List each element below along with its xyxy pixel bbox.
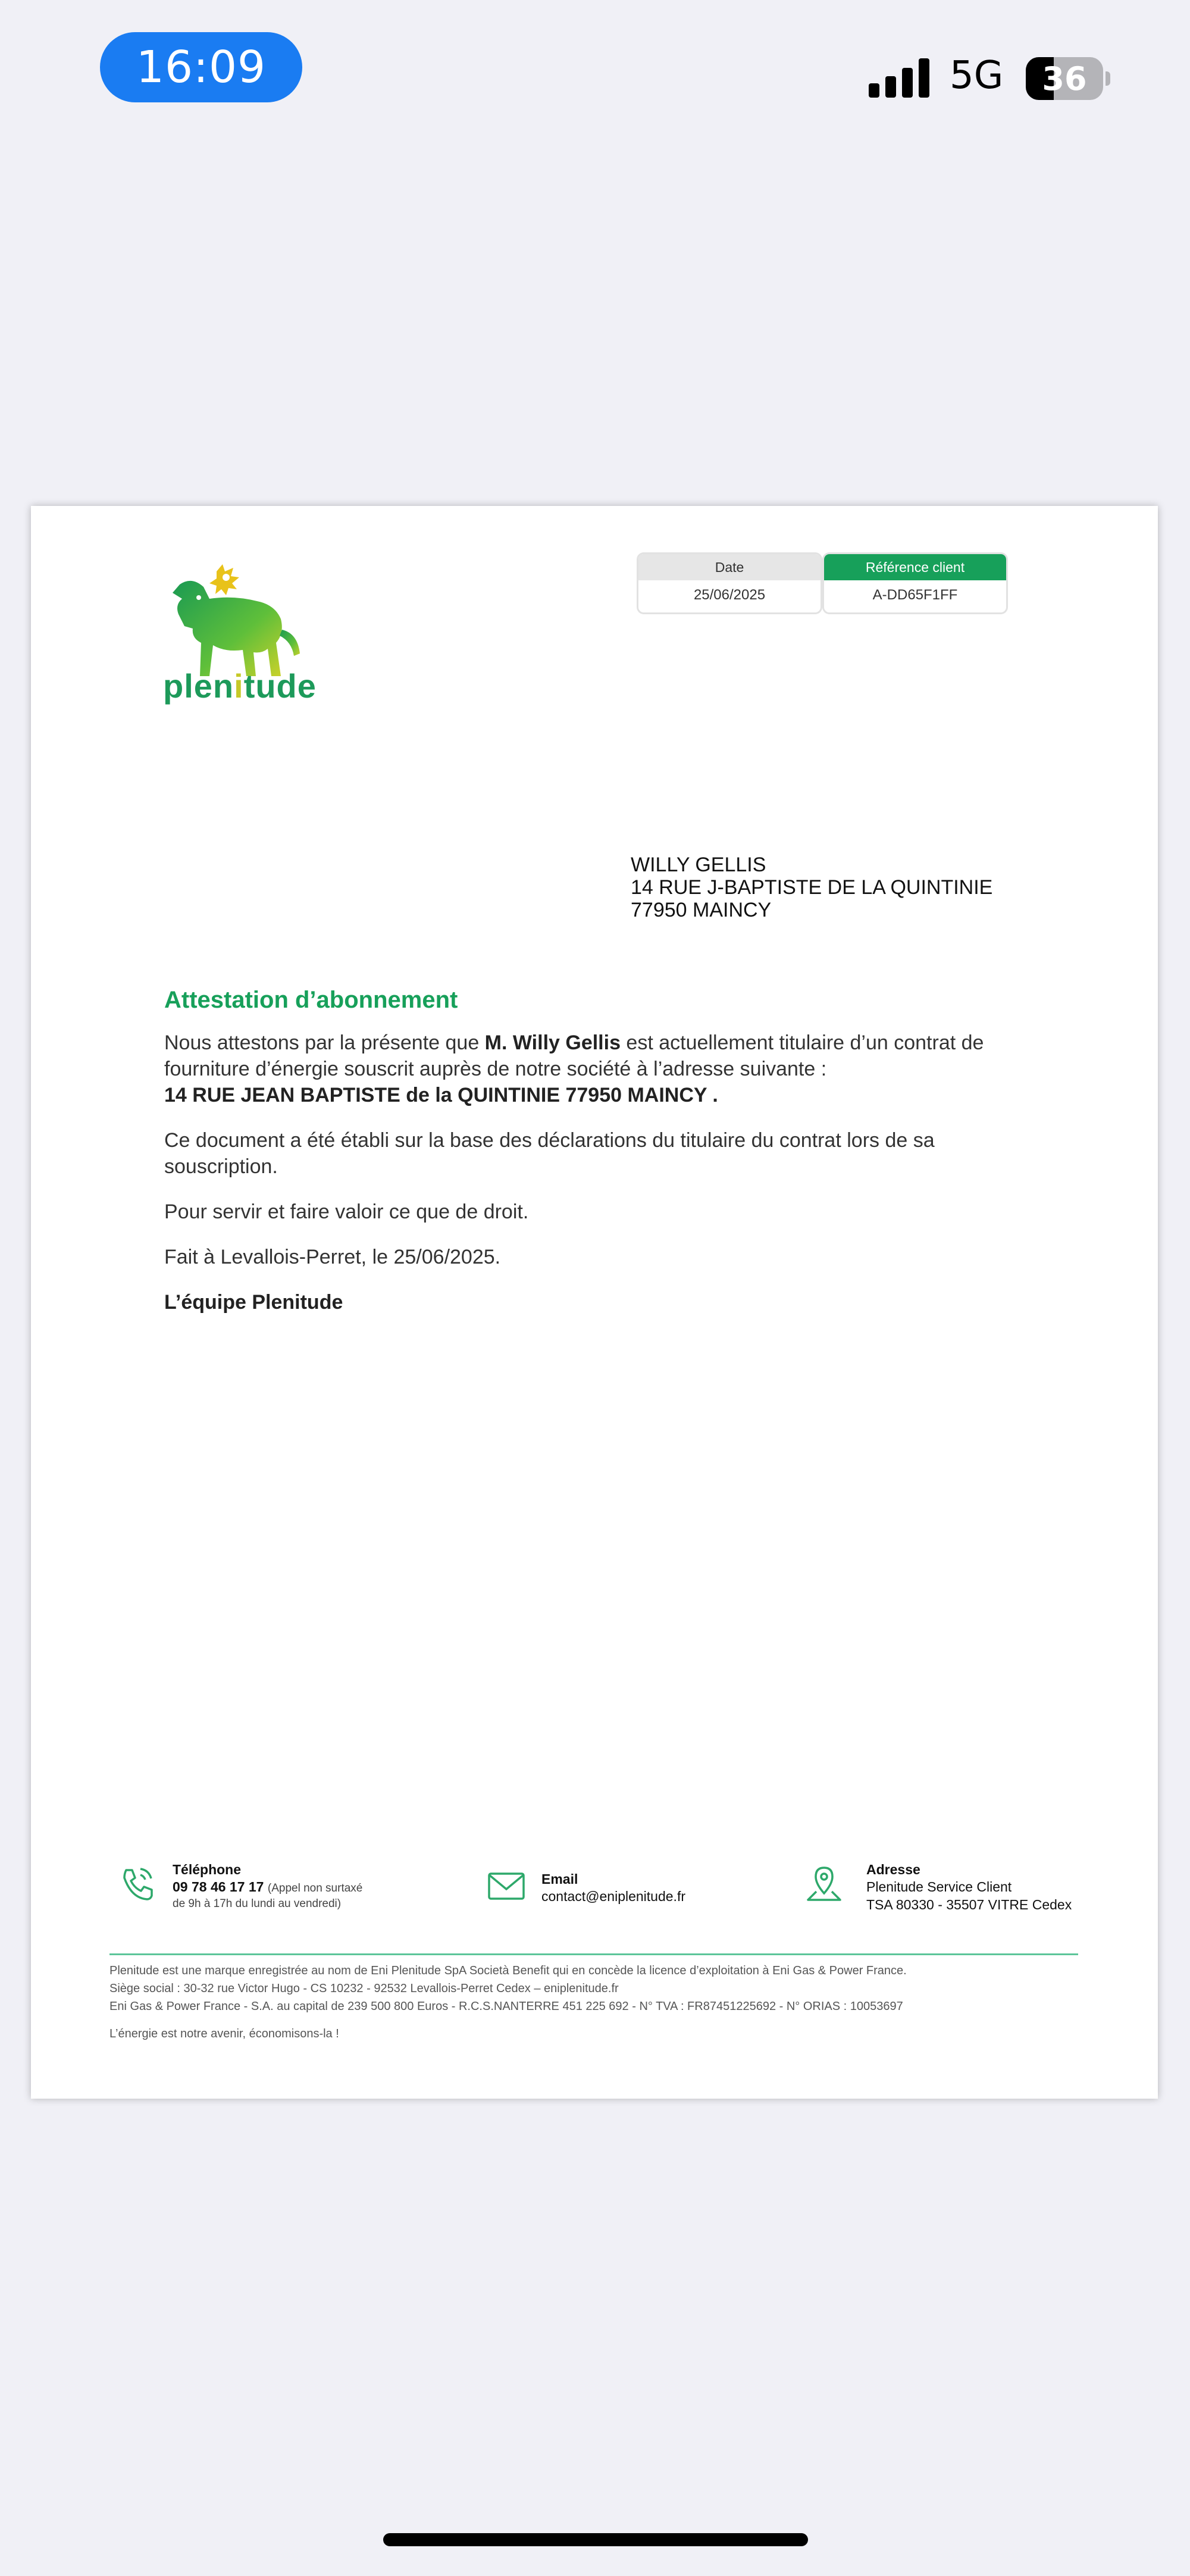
phone-number[interactable]: 09 78 46 17 17 — [173, 1879, 264, 1895]
plenitude-wordmark: plenitude — [163, 667, 317, 705]
email-label: Email — [541, 1871, 578, 1887]
recipient-name: WILLY GELLIS — [631, 854, 766, 876]
slogan: L’énergie est notre avenir, économisons-la ! — [109, 2027, 339, 2040]
supply-address: 14 RUE JEAN BAPTISTE de la QUINTINIE 77950 MAINCY . — [164, 1084, 718, 1106]
legal-line-3: Eni Gas & Power France - S.A. au capital de 239 500 800 Euros - R.C.S.NANTERRE 451 225 692 - N° TVA : FR87451225692 - N° ORIAS : 10053697 — [109, 2000, 903, 2013]
home-indicator[interactable] — [383, 2533, 808, 2546]
legal-line-1: Plenitude est une marque enregistrée au nom de Eni Plenitude SpA Società Benefit qui en concède la licence d’exploitation à Eni Gas & Power France. — [109, 1964, 907, 1977]
footer-divider — [109, 1953, 1078, 1955]
phone-label: Téléphone — [173, 1862, 242, 1877]
location-pin-icon — [804, 1864, 844, 1903]
paragraph-basis: Ce document a été établi sur la base des déclarations du titulaire du contrat lors de sa souscription. — [164, 1129, 935, 1178]
paragraph-purpose: Pour servir et faire valoir ce que de droit. — [164, 1201, 529, 1223]
battery-icon — [1026, 57, 1103, 100]
letter-title: Attestation d’abonnement — [164, 987, 458, 1013]
phone-note: (Appel non surtaxé — [267, 1882, 363, 1895]
battery-percent: 36 — [1042, 60, 1087, 98]
email-link[interactable]: contact@eniplenitude.fr — [541, 1889, 685, 1904]
legal-notice — [109, 1962, 1091, 2015]
recipient-city: 77950 MAINCY — [631, 899, 772, 921]
address-line-1: Plenitude Service Client — [866, 1879, 1012, 1895]
date-value: 25/06/2025 — [693, 587, 766, 603]
address-label: Adresse — [866, 1862, 920, 1877]
client-reference-box — [822, 552, 1008, 614]
signature: L’équipe Plenitude — [164, 1291, 343, 1314]
letter-body — [164, 1030, 1039, 1334]
holder-name: M. Willy Gellis — [484, 1031, 621, 1054]
address-line-2: TSA 80330 - 35507 VITRE Cedex — [866, 1897, 1072, 1912]
battery-tip — [1106, 71, 1110, 86]
document-page — [31, 506, 1158, 2099]
cellular-signal-icon — [869, 58, 931, 98]
client-reference-label: Référence client — [824, 554, 1006, 580]
mail-icon — [487, 1867, 526, 1906]
client-reference-value: A-DD65F1FF — [872, 587, 958, 603]
network-type: 5G — [950, 54, 1004, 98]
date-box — [637, 552, 822, 614]
phone-icon — [118, 1864, 157, 1903]
status-time: 16:09 — [100, 32, 302, 102]
recipient-street: 14 RUE J-BAPTISTE DE LA QUINTINIE — [631, 876, 993, 899]
paragraph-attestation: Nous attestons par la présente que M. Willy Gellis est actuellement titulaire d’un contrat de fourniture d’énergie souscrit auprès de notre société à l’adresse suivante : 14 RUE JEAN BAPTISTE de la QUINTINIE 77950 MAINCY . — [164, 1031, 984, 1106]
phone-hours: de 9h à 17h du lundi au vendredi) — [173, 1897, 342, 1910]
date-label: Date — [638, 554, 821, 580]
recipient-address — [631, 854, 992, 921]
paragraph-place-date: Fait à Levallois-Perret, le 25/06/2025. — [164, 1246, 501, 1268]
legal-line-2: Siège social : 30-32 rue Victor Hugo - CS 10232 - 92532 Levallois-Perret Cedex – eniplenitude.fr — [109, 1982, 619, 1995]
